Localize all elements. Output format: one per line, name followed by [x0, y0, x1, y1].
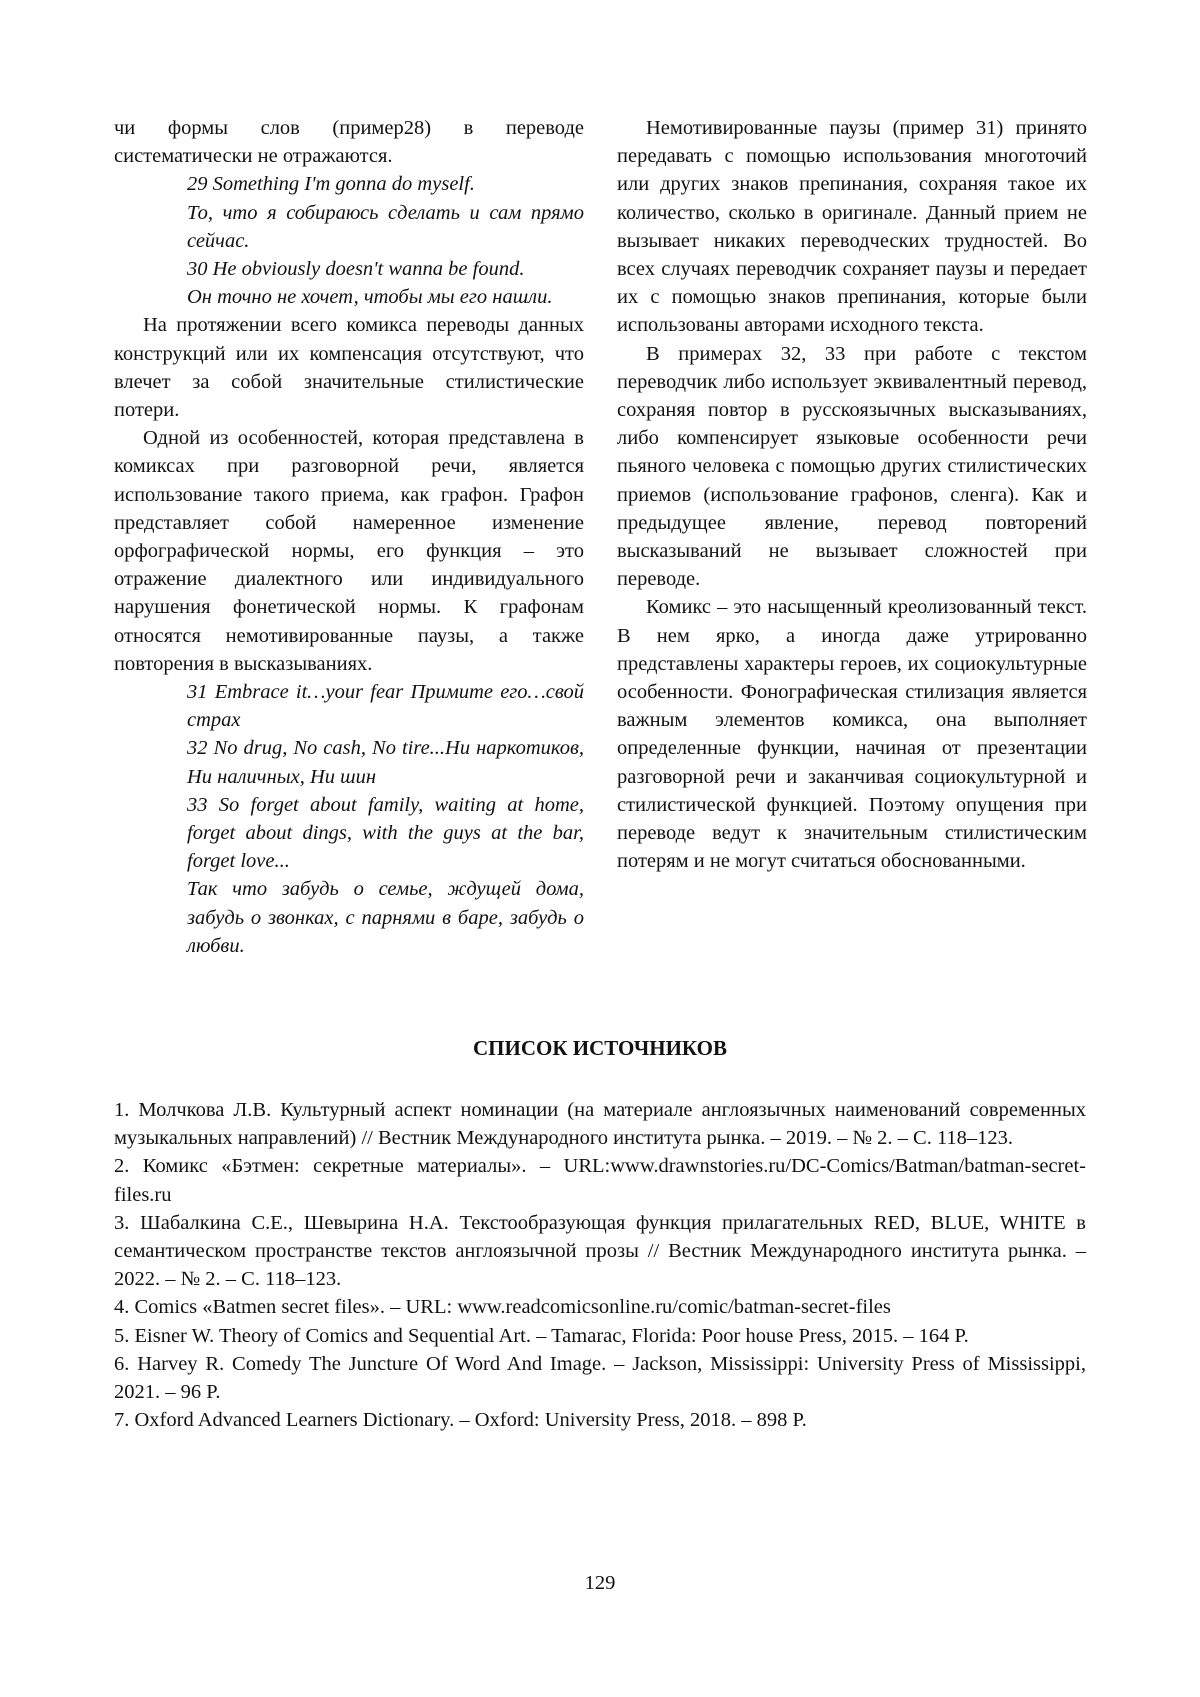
- paragraph: чи формы слов (пример28) в переводе систематически не отражаются.: [114, 117, 584, 168]
- paragraph: Одной из особенностей, которая представлена в комиксах при разговорной речи, является использование такого приема, как графон. Графон представляет собой намеренное изменение орфографической нормы, его функция – это отражение диалектного или индивидуального нарушения фонетической нормы. К графонам относятся немотивированные паузы, а также повторения в высказываниях.: [114, 427, 584, 675]
- reference-item: 4. Comics «Batmen secret files». – URL: www.readcomicsonline.ru/comic/batman-secret-files: [114, 1296, 891, 1319]
- paragraph: Немотивированные паузы (пример 31) принято передавать с помощью использования многоточий или других знаков препинания, сохраняя такое их количество, сколько в оригинале. Данный прием не вызывает никаких переводческих трудностей. Во всех случаях переводчик сохраняет паузы и передает их с помощью знаков препинания, которые были использованы авторами исходного текста.: [617, 117, 1087, 337]
- example-line: Так что забудь о семье, ждущей дома, забудь о звонках, с парнями в баре, забудь о любви.: [187, 878, 584, 957]
- paragraph: В примерах 32, 33 при работе с текстом переводчик либо использует эквивалентный перевод, сохраняя повтор в русскоязычных высказываниях, либо компенсирует языковые особенности речи пьяного человека с помощью других стилистических приемов (использование графонов, сленга). Как и предыдущее явление, перевод повторений высказываний не вызывает сложностей при переводе.: [617, 342, 1087, 591]
- reference-item: 6. Harvey R. Comedy The Juncture Of Word And Image. – Jackson, Mississippi: University Press of Mississippi, 2021. – 96 P.: [114, 1352, 1086, 1404]
- example-line: 30 He obviously doesn't wanna be found.: [187, 258, 525, 281]
- reference-item: 5. Eisner W. Theory of Comics and Sequential Art. – Tamarac, Florida: Poor house Press, 2015. – 164 P.: [114, 1324, 969, 1347]
- example-line: То, что я собираюсь сделать и сам прямо сейчас.: [187, 201, 584, 252]
- references-list: [114, 1096, 1086, 1434]
- example-line: 29 Something I'm gonna do myself.: [187, 173, 475, 196]
- reference-item: 7. Oxford Advanced Learners Dictionary. – Oxford: University Press, 2018. – 898 P.: [114, 1409, 807, 1432]
- reference-item: 2. Комикс «Бэтмен: секретные материалы». – URL:www.drawnstories.ru/DC-Comics/Batman/batman-secret-files.ru: [114, 1155, 1086, 1206]
- paragraph: Комикс – это насыщенный креолизованный текст. В нем ярко, а иногда даже утрированно представлены характеры героев, их социокультурные особенности. Фонографическая стилизация является важным элементов комикса, она выполняет определенные функции, начиная от презентации разговорной речи и заканчивая социокультурной и стилистической функцией. Поэтому опущения при переводе ведут к значительным стилистическим потерям и не могут считаться обоснованными.: [617, 596, 1087, 873]
- page-number: 129: [584, 1572, 616, 1594]
- example-line: Он точно не хочет, чтобы мы его нашли.: [187, 286, 553, 309]
- reference-item: 3. Шабалкина С.Е., Шевырина Н.А. Текстообразующая функция прилагательных RED, BLUE, WHITE в семантическом пространстве текстов англоязычной прозы // Вестник Международного института рынка. – 2022. – № 2. – С. 118–123.: [114, 1211, 1086, 1291]
- example-block: [114, 678, 584, 960]
- example-line: 33 So forget about family, waiting at home, forget about dings, with the guys at the bar, forget love...: [187, 793, 584, 873]
- paragraph: На протяжении всего комикса переводы данных конструкций или их компенсация отсутствуют, что влечет за собой значительные стилистические потери.: [114, 314, 584, 422]
- left-column: [114, 114, 584, 960]
- example-line: 31 Embrace it…your fear Примите его…свой страх: [187, 681, 584, 732]
- example-block: [114, 170, 584, 311]
- example-line: 32 No drug, No cash, No tire...Ни наркотиков, Ни наличных, Ни шин: [187, 737, 584, 788]
- references-heading: СПИСОК ИСТОЧНИКОВ: [473, 1036, 727, 1060]
- right-column: [617, 114, 1087, 875]
- reference-item: 1. Молчкова Л.В. Культурный аспект номинации (на материале англоязычных наименований современных музыкальных направлений) // Вестник Международного института рынка. – 2019. – № 2. – С. 118–123.: [114, 1099, 1086, 1150]
